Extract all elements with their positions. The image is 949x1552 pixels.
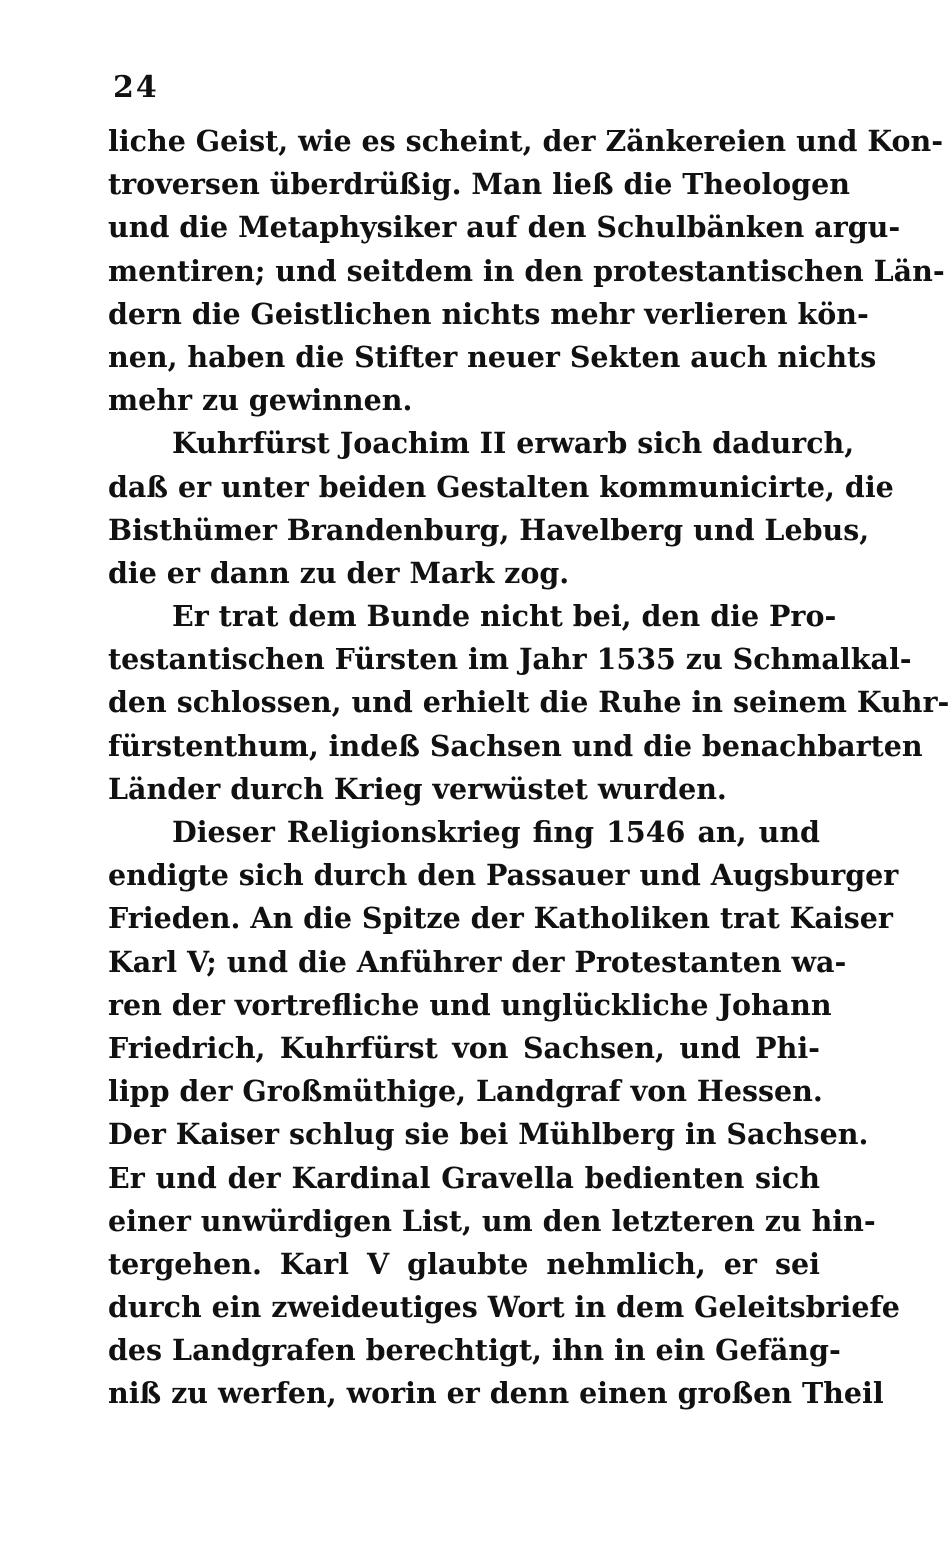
text-line: troversen überdrüßig. Man ließ die Theologen: [108, 167, 850, 202]
paragraph-start-line: Dieser Religionskrieg fing 1546 an, und: [172, 815, 820, 849]
text-line: einer unwürdigen List, um den letzteren zu hin-: [108, 1203, 876, 1238]
text-line: den schlossen, und erhielt die Ruhe in seinem Kuhr-: [108, 685, 949, 720]
paragraph-end-line: Länder durch Krieg verwüstet wurden.: [108, 771, 727, 806]
paragraph-end-line: mehr zu gewinnen.: [108, 383, 413, 418]
text-line: niß zu werfen, worin er denn einen großen Theil: [108, 1376, 884, 1411]
text-line: testantischen Fürsten im Jahr 1535 zu Schmalkal-: [108, 642, 912, 677]
text-line: Karl V; und die Anführer der Protestanten wa-: [108, 944, 847, 979]
text-line: dern die Geistlichen nichts mehr verlieren kön-: [108, 296, 869, 331]
paragraph-end-line: die er dann zu der Mark zog.: [108, 555, 570, 590]
text-line: und die Metaphysiker auf den Schulbänken argu-: [108, 210, 901, 245]
text-line: ren der vortrefliche und unglückliche Johann: [108, 987, 832, 1022]
text-line: mentiren; und seitdem in den protestantischen Län-: [108, 253, 945, 288]
page-number: 24: [113, 70, 159, 105]
text-line: Friedrich, Kuhrfürst von Sachsen, und Phi-: [108, 1030, 820, 1065]
text-line: Frieden. An die Spitze der Katholiken trat Kaiser: [108, 901, 893, 936]
text-line: durch ein zweideutiges Wort in dem Geleitsbriefe: [108, 1290, 900, 1325]
text-line: liche Geist, wie es scheint, der Zänkereien und Kon-: [108, 124, 944, 158]
text-line: lipp der Großmüthige, Landgraf von Hessen.: [108, 1074, 823, 1109]
text-line: Der Kaiser schlug sie bei Mühlberg in Sachsen.: [108, 1117, 869, 1152]
text-line: fürstenthum, indeß Sachsen und die benachbarten: [108, 728, 923, 763]
paragraph-start-line: Kuhrfürst Joachim II erwarb sich dadurch,: [172, 426, 855, 461]
paragraph-start-line: Er trat dem Bunde nicht bei, den die Pro-: [172, 599, 837, 634]
body-text: [108, 120, 949, 1416]
text-line: Bisthümer Brandenburg, Havelberg und Lebus,: [108, 512, 870, 547]
text-line: tergehen. Karl V glaubte nehmlich, er sei: [108, 1246, 820, 1281]
text-line: Er und der Kardinal Gravella bedienten sich: [108, 1160, 820, 1195]
text-line: endigte sich durch den Passauer und Augsburger: [108, 858, 899, 893]
text-line: daß er unter beiden Gestalten kommunicirte, die: [108, 469, 894, 504]
text-line: nen, haben die Stifter neuer Sekten auch nichts: [108, 339, 877, 374]
text-line: des Landgrafen berechtigt, ihn in ein Gefäng-: [108, 1333, 841, 1368]
